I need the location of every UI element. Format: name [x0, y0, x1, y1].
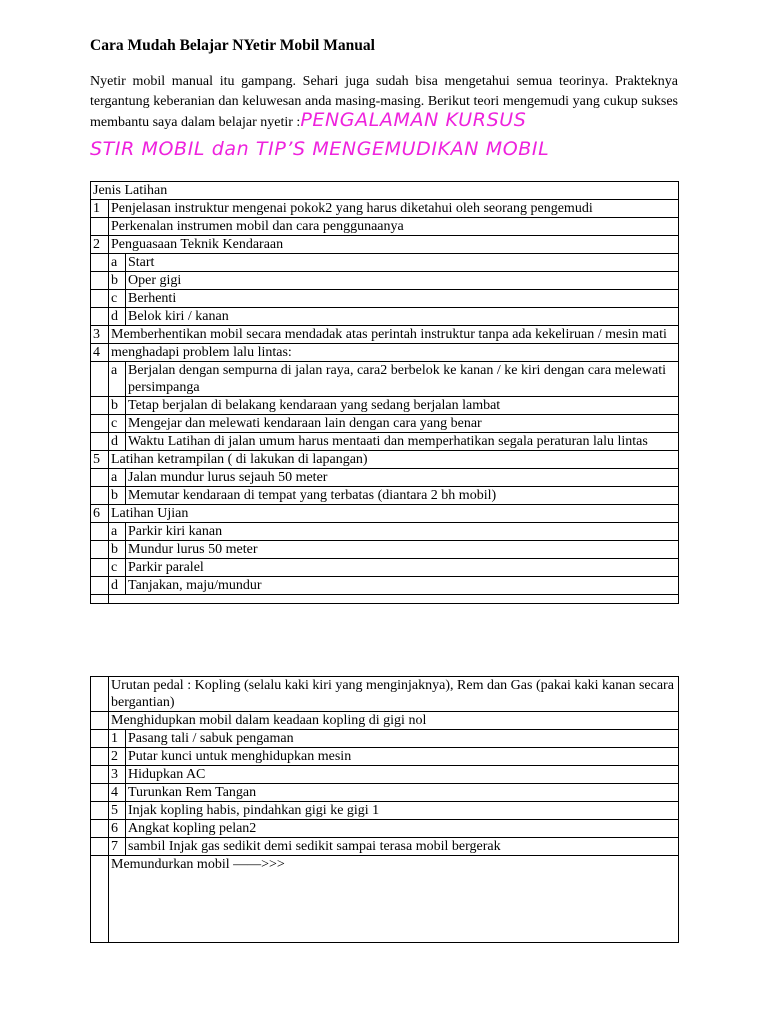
empty-cell: [91, 677, 109, 712]
table-row: [91, 577, 679, 595]
sub-letter: c: [109, 415, 126, 433]
table-row: [91, 856, 679, 943]
table-row: [91, 182, 679, 200]
table-row: [91, 595, 679, 604]
empty-cell: [91, 487, 109, 505]
empty-cell: [91, 730, 109, 748]
table-row: [91, 487, 679, 505]
sub-text: Mundur lurus 50 meter: [126, 541, 679, 559]
item-text: Latihan ketrampilan ( di lakukan di lapangan): [109, 451, 679, 469]
empty-cell: [91, 559, 109, 577]
table-row: [91, 784, 679, 802]
item-number: 6: [91, 505, 109, 523]
table-row: [91, 748, 679, 766]
empty-cell: [91, 523, 109, 541]
table-row: [91, 254, 679, 272]
table-row: [91, 677, 679, 712]
empty-cell: [91, 712, 109, 730]
sub-letter: b: [109, 272, 126, 290]
empty-cell: [91, 415, 109, 433]
intro-text: Nyetir mobil manual itu gampang. Sehari juga sudah bisa mengetahui semua teorinya. Prakteknya tergantung keberanian dan keluwesan anda masing-masing. Berikut teori mengemudi yang cukup sukses membantu saya dalam belajar nyetir :: [90, 74, 678, 130]
item-text: Perkenalan instrumen mobil dan cara penggunaanya: [109, 218, 679, 236]
table-row: [91, 397, 679, 415]
item-number: 3: [91, 326, 109, 344]
sub-text: Tanjakan, maju/mundur: [126, 577, 679, 595]
step-text: Turunkan Rem Tangan: [126, 784, 679, 802]
item-number: 1: [91, 200, 109, 218]
step-number: 2: [109, 748, 126, 766]
table-row: [91, 838, 679, 856]
item-text: menghadapi problem lalu lintas:: [109, 344, 679, 362]
table-row: [91, 218, 679, 236]
sub-text: Tetap berjalan di belakang kendaraan yang sedang berjalan lambat: [126, 397, 679, 415]
step-text: Angkat kopling pelan2: [126, 820, 679, 838]
sub-letter: b: [109, 397, 126, 415]
sub-text: Berhenti: [126, 290, 679, 308]
table-row: [91, 730, 679, 748]
sub-text: Parkir kiri kanan: [126, 523, 679, 541]
step-number: 7: [109, 838, 126, 856]
sub-text: Jalan mundur lurus sejauh 50 meter: [126, 469, 679, 487]
sub-text: Berjalan dengan sempurna di jalan raya, cara2 berbelok ke kanan / ke kiri dengan cara melewati persimpanga: [126, 362, 679, 397]
table-row: [91, 415, 679, 433]
sub-letter: c: [109, 290, 126, 308]
step-number: 6: [109, 820, 126, 838]
table-row: [91, 505, 679, 523]
step-number: 1: [109, 730, 126, 748]
sub-text: Waktu Latihan di jalan umum harus mentaati dan memperhatikan segala peraturan lalu lintas: [126, 433, 679, 451]
empty-cell: [91, 272, 109, 290]
table-row: [91, 541, 679, 559]
empty-cell: [91, 595, 109, 604]
empty-cell: [91, 433, 109, 451]
sub-letter: a: [109, 469, 126, 487]
table-row: [91, 236, 679, 254]
table-row: [91, 820, 679, 838]
empty-cell: [91, 802, 109, 820]
sub-text: Oper gigi: [126, 272, 679, 290]
sub-letter: a: [109, 254, 126, 272]
empty-cell: [91, 397, 109, 415]
empty-cell: [91, 541, 109, 559]
empty-cell: [91, 856, 109, 943]
step-number: 4: [109, 784, 126, 802]
reverse-car-text: Memundurkan mobil ——>>>: [109, 856, 679, 943]
step-text: Putar kunci untuk menghidupkan mesin: [126, 748, 679, 766]
step-number: 3: [109, 766, 126, 784]
sub-letter: d: [109, 577, 126, 595]
empty-cell: [91, 784, 109, 802]
item-number: 5: [91, 451, 109, 469]
training-table: [90, 181, 679, 604]
sub-letter: a: [109, 523, 126, 541]
empty-cell: [91, 290, 109, 308]
table-row: [91, 712, 679, 730]
table-row: [91, 802, 679, 820]
start-engine-title: Menghidupkan mobil dalam keadaan kopling di gigi nol: [109, 712, 679, 730]
table-row: [91, 433, 679, 451]
step-text: Injak kopling habis, pindahkan gigi ke gigi 1: [126, 802, 679, 820]
item-text: Penguasaan Teknik Kendaraan: [109, 236, 679, 254]
intro-highlight-1: PENGALAMAN KURSUS: [300, 109, 527, 131]
sub-text: Parkir paralel: [126, 559, 679, 577]
item-text: Latihan Ujian: [109, 505, 679, 523]
pedal-order-text: Urutan pedal : Kopling (selalu kaki kiri yang menginjaknya), Rem dan Gas (pakai kaki kanan secara bergantian): [109, 677, 679, 712]
sub-letter: d: [109, 308, 126, 326]
table-row: [91, 272, 679, 290]
table-row: [91, 344, 679, 362]
step-text: Pasang tali / sabuk pengaman: [126, 730, 679, 748]
table-header: Jenis Latihan: [91, 182, 679, 200]
step-text: Hidupkan AC: [126, 766, 679, 784]
empty-cell: [91, 838, 109, 856]
empty-cell: [109, 595, 679, 604]
table-row: [91, 200, 679, 218]
sub-letter: a: [109, 362, 126, 397]
sub-letter: b: [109, 541, 126, 559]
empty-cell: [91, 577, 109, 595]
sub-letter: c: [109, 559, 126, 577]
empty-cell: [91, 254, 109, 272]
table-row: [91, 308, 679, 326]
empty-cell: [91, 362, 109, 397]
sub-letter: d: [109, 433, 126, 451]
table-row: [91, 451, 679, 469]
table-row: [91, 362, 679, 397]
item-text: Penjelasan instruktur mengenai pokok2 yang harus diketahui oleh seorang pengemudi: [109, 200, 679, 218]
item-number: 4: [91, 344, 109, 362]
item-text: Memberhentikan mobil secara mendadak atas perintah instruktur tanpa ada kekeliruan / mesin mati: [109, 326, 679, 344]
table-row: [91, 326, 679, 344]
sub-text: Belok kiri / kanan: [126, 308, 679, 326]
step-number: 5: [109, 802, 126, 820]
empty-cell: [91, 766, 109, 784]
sub-text: Mengejar dan melewati kendaraan lain dengan cara yang benar: [126, 415, 679, 433]
driving-steps-table: [90, 676, 679, 943]
sub-text: Start: [126, 254, 679, 272]
table-row: [91, 766, 679, 784]
intro-highlight-2: STIR MOBIL dan TIP’S MENGEMUDIKAN MOBIL: [90, 138, 550, 160]
sub-letter: b: [109, 487, 126, 505]
intro-paragraph: [90, 72, 678, 133]
step-text: sambil Injak gas sedikit demi sedikit sampai terasa mobil bergerak: [126, 838, 679, 856]
document-title: Cara Mudah Belajar NYetir Mobil Manual: [90, 37, 375, 54]
item-number: 2: [91, 236, 109, 254]
sub-text: Memutar kendaraan di tempat yang terbatas (diantara 2 bh mobil): [126, 487, 679, 505]
empty-cell: [91, 308, 109, 326]
empty-cell: [91, 469, 109, 487]
empty-cell: [91, 218, 109, 236]
empty-cell: [91, 820, 109, 838]
table-row: [91, 290, 679, 308]
table-row: [91, 523, 679, 541]
table-row: [91, 559, 679, 577]
empty-cell: [91, 748, 109, 766]
table-row: [91, 469, 679, 487]
